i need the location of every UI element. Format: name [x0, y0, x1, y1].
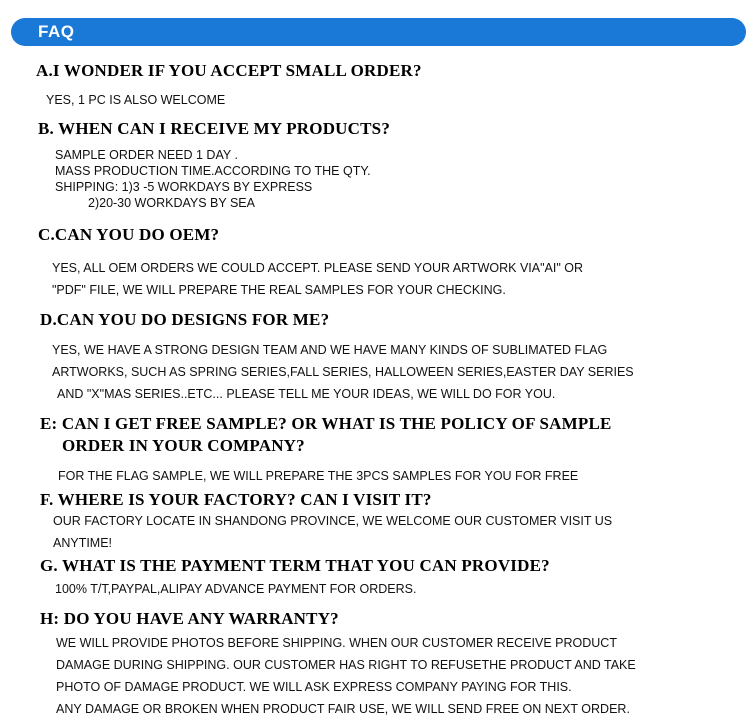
- faq-answer-h-line: ANY DAMAGE OR BROKEN WHEN PRODUCT FAIR USE, WE WILL SEND FREE ON NEXT ORDER.: [56, 702, 630, 716]
- faq-question-e: E: CAN I GET FREE SAMPLE? OR WHAT IS THE POLICY OF SAMPLE: [40, 414, 612, 433]
- faq-question-c: C.CAN YOU DO OEM?: [38, 225, 220, 244]
- faq-answer-a: YES, 1 PC IS ALSO WELCOME: [46, 93, 226, 107]
- faq-answer-c-line: YES, ALL OEM ORDERS WE COULD ACCEPT. PLEASE SEND YOUR ARTWORK VIA"AI" OR: [52, 261, 583, 275]
- faq-answer-h-line: DAMAGE DURING SHIPPING. OUR CUSTOMER HAS RIGHT TO REFUSETHE PRODUCT AND TAKE: [56, 658, 636, 672]
- faq-question-h: H: DO YOU HAVE ANY WARRANTY?: [40, 609, 339, 628]
- faq-answer-b-line: 2)20-30 WORKDAYS BY SEA: [88, 196, 255, 210]
- faq-banner: [11, 18, 746, 46]
- faq-question-a: A.I WONDER IF YOU ACCEPT SMALL ORDER?: [36, 61, 422, 80]
- faq-question-g: G. WHAT IS THE PAYMENT TERM THAT YOU CAN PROVIDE?: [40, 556, 550, 575]
- faq-question-e-line2: ORDER IN YOUR COMPANY?: [62, 436, 305, 455]
- faq-answer-h-line: PHOTO OF DAMAGE PRODUCT. WE WILL ASK EXPRESS COMPANY PAYING FOR THIS.: [56, 680, 572, 694]
- faq-answer-e: FOR THE FLAG SAMPLE, WE WILL PREPARE THE 3PCS SAMPLES FOR YOU FOR FREE: [58, 469, 579, 483]
- faq-banner-title: FAQ: [38, 22, 75, 41]
- faq-answer-b-line: SHIPPING: 1)3 -5 WORKDAYS BY EXPRESS: [55, 180, 313, 194]
- faq-answer-d-line: AND "X"MAS SERIES..ETC... PLEASE TELL ME YOUR IDEAS, WE WILL DO FOR YOU.: [57, 387, 556, 401]
- faq-answer-d-line: ARTWORKS, SUCH AS SPRING SERIES,FALL SERIES, HALLOWEEN SERIES,EASTER DAY SERIES: [52, 365, 634, 379]
- faq-answer-f-line: ANYTIME!: [53, 536, 113, 550]
- faq-answer-g: 100% T/T,PAYPAL,ALIPAY ADVANCE PAYMENT FOR ORDERS.: [55, 582, 417, 596]
- faq-answer-h-line: WE WILL PROVIDE PHOTOS BEFORE SHIPPING. WHEN OUR CUSTOMER RECEIVE PRODUCT: [56, 636, 617, 650]
- faq-question-d: D.CAN YOU DO DESIGNS FOR ME?: [40, 310, 330, 329]
- faq-answer-b-line: SAMPLE ORDER NEED 1 DAY .: [55, 148, 238, 162]
- faq-answer-c-line: "PDF" FILE, WE WILL PREPARE THE REAL SAMPLES FOR YOUR CHECKING.: [52, 283, 506, 297]
- faq-answer-b-line: MASS PRODUCTION TIME.ACCORDING TO THE QTY.: [55, 164, 371, 178]
- faq-answer-f-line: OUR FACTORY LOCATE IN SHANDONG PROVINCE, WE WELCOME OUR CUSTOMER VISIT US: [53, 514, 613, 528]
- faq-answer-d-line: YES, WE HAVE A STRONG DESIGN TEAM AND WE HAVE MANY KINDS OF SUBLIMATED FLAG: [52, 343, 608, 357]
- faq-question-b: B. WHEN CAN I RECEIVE MY PRODUCTS?: [38, 119, 391, 138]
- faq-question-f: F. WHERE IS YOUR FACTORY? CAN I VISIT IT?: [40, 490, 432, 509]
